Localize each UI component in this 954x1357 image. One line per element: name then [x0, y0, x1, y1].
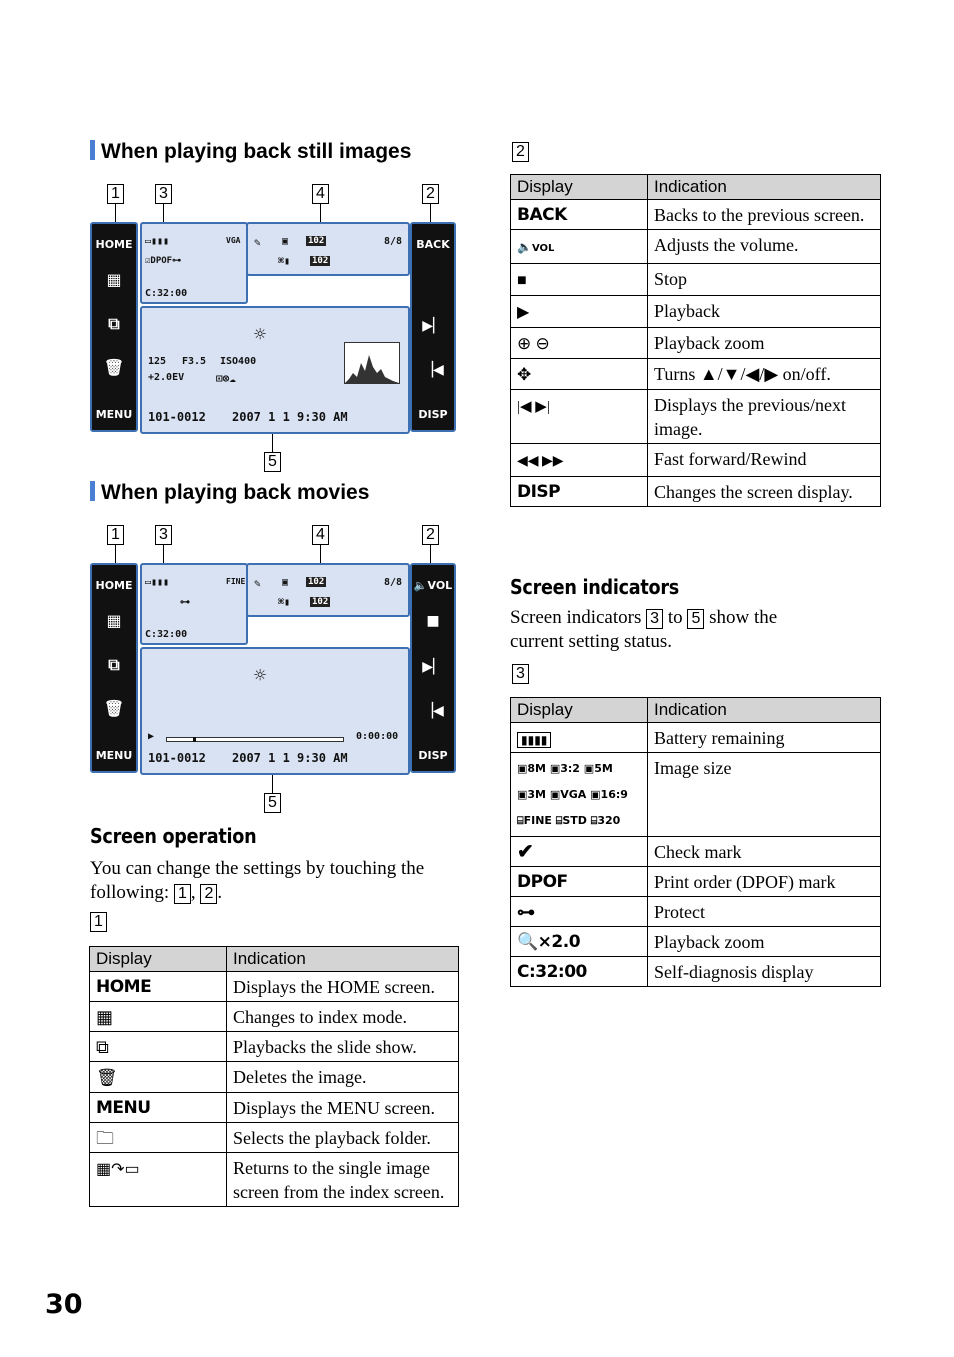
table-row [90, 972, 459, 1002]
battery-icon: ▭▮▮▮ [145, 236, 170, 247]
recording-date: 2007 1 1 9:30 AM [232, 410, 348, 424]
back-label: BACK [511, 200, 648, 230]
callout-3: 3 [155, 184, 172, 204]
right-panel [410, 222, 456, 432]
image-count: 8/8 [384, 236, 403, 247]
trash-icon: 🗑 [90, 1062, 227, 1093]
screen-operation-heading: Screen operation [90, 824, 257, 848]
image-size-icon: VGA [226, 236, 241, 245]
stop-icon: ■ [511, 264, 648, 296]
indication-cell: Selects the playback folder. [227, 1123, 459, 1153]
indication-cell: Deletes the image. [227, 1062, 459, 1093]
table-row [511, 200, 881, 230]
screen-indicators-heading: Screen indicators [510, 575, 680, 599]
index-icon[interactable]: ▦ [106, 270, 122, 289]
check-icon: ✔ [511, 837, 648, 867]
callout-5: 5 [264, 452, 281, 472]
slideshow-icon[interactable]: ⧉ [108, 314, 120, 333]
movie-file-number: 101-0012 [148, 751, 206, 765]
indication-cell: Adjusts the volume. [648, 230, 881, 264]
battery-warning-icon: ☼ [254, 322, 267, 346]
indication-cell: Displays the HOME screen. [227, 972, 459, 1002]
table-row [511, 753, 881, 837]
movie-time: 0:00:00 [356, 731, 399, 742]
movie-info-panel-5 [140, 647, 410, 775]
table-row [511, 390, 881, 444]
movie-info-panel-3 [140, 563, 248, 645]
movie-slideshow-icon[interactable]: ⧉ [108, 655, 120, 674]
movie-home-button[interactable]: HOME [95, 579, 133, 592]
movie-flash-icon: ✎ [254, 577, 261, 590]
table-row [511, 328, 881, 359]
movie-folder-number: 102 [308, 577, 325, 587]
table2-col-indication: Indication [648, 175, 881, 200]
movie-record-folder-icon: ⌘▮ [278, 597, 291, 608]
callout-1: 1 [107, 184, 124, 204]
histogram [344, 342, 400, 384]
back-button[interactable]: BACK [416, 238, 450, 251]
movie-menu-button[interactable]: MENU [95, 749, 133, 762]
disp-button[interactable]: DISP [418, 408, 448, 421]
indication-cell: Playbacks the slide show. [227, 1032, 459, 1062]
indication-cell: Displays the previous/next image. [648, 390, 881, 444]
file-number: 101-0012 [148, 410, 206, 424]
table-row [511, 296, 881, 328]
table-row [511, 723, 881, 753]
movie-memory-icon: ▣ [282, 577, 289, 588]
exposure-value: +2.0EV [148, 372, 185, 383]
disp-label: DISP [511, 477, 648, 507]
movie-image-count: 8/8 [384, 577, 403, 588]
movie-protect-icon: ⊶ [180, 597, 190, 608]
zoom-search-icon: 🔍×2.0 [511, 927, 648, 957]
info-panel-3 [140, 222, 248, 304]
table-row [90, 1123, 459, 1153]
memory-icon: ▣ [282, 236, 289, 247]
image-size-icons: ▣8M ▣3:2 ▣5M ▣3M ▣VGA ▣16:9 ⌸FINE ⌸STD ⌸320 [511, 753, 648, 837]
volume-icon: 🔈VOL [511, 230, 648, 264]
movie-callout-2: 2 [422, 525, 439, 545]
page-number: 30 [45, 1289, 83, 1320]
table-row [90, 1062, 459, 1093]
movie-right-panel [410, 563, 456, 773]
record-folder-icon: ⌘▮ [278, 256, 291, 267]
table-row [90, 1093, 459, 1123]
ff-rew-icon: ◀◀ ▶▶ [511, 444, 648, 477]
indication-cell: Playback zoom [648, 927, 881, 957]
indication-cell: Displays the MENU screen. [227, 1093, 459, 1123]
metering-icons: ⊡⊗☁ [216, 372, 236, 385]
play-icon: ▶ [511, 296, 648, 328]
indication-cell: Backs to the previous screen. [648, 200, 881, 230]
protect-key-icon: ⊶ [511, 897, 648, 927]
movie-callout-5: 5 [264, 793, 281, 813]
movie-callout-3: 3 [155, 525, 172, 545]
movie-recording-date: 2007 1 1 9:30 AM [232, 751, 348, 765]
movie-callout-1: 1 [107, 525, 124, 545]
indication-cell: Turns ▲/▼/◀/▶ on/off. [648, 359, 881, 390]
self-diagnosis: C:32:00 [145, 288, 188, 299]
prev-icon[interactable]: ▕◀ [422, 362, 444, 378]
table-row [511, 927, 881, 957]
shutter-speed: 125 [148, 356, 167, 367]
still-playback-screen [90, 220, 456, 434]
indication-cell: Print order (DPOF) mark [648, 867, 881, 897]
movie-info-panel-4 [246, 563, 410, 617]
next-icon[interactable]: ▶▏ [422, 318, 444, 334]
table-row [511, 230, 881, 264]
movie-index-icon[interactable]: ▦ [106, 611, 122, 630]
indication-cell: Changes the screen display. [648, 477, 881, 507]
indication-cell: Playback zoom [648, 328, 881, 359]
indication-cell: Playback [648, 296, 881, 328]
movie-next-icon[interactable]: ▶▏ [422, 659, 444, 675]
table-screen-operation [89, 946, 459, 1207]
movie-left-panel [90, 563, 138, 773]
table-row [511, 897, 881, 927]
table1-col-display: Display [90, 947, 227, 972]
trash-icon[interactable]: 🗑 [103, 358, 125, 377]
movie-record-folder-number: 102 [312, 597, 329, 607]
callout-2: 2 [422, 184, 439, 204]
movie-playback-screen [90, 561, 456, 775]
movie-trash-icon[interactable]: 🗑 [103, 699, 125, 718]
record-folder-number: 102 [312, 256, 329, 266]
menu-button[interactable]: MENU [95, 408, 133, 421]
return-single-icon: ▦↷▭ [90, 1153, 227, 1207]
table2-label: 2 [512, 142, 529, 162]
indication-cell: Stop [648, 264, 881, 296]
movie-self-diagnosis: C:32:00 [145, 629, 188, 640]
table-row [90, 1002, 459, 1032]
movie-image-size-icon: FINE [226, 577, 246, 586]
left-panel [90, 222, 138, 432]
prev-next-icon: |◀ ▶| [511, 390, 648, 444]
table-row [511, 867, 881, 897]
indication-cell: Fast forward/Rewind [648, 444, 881, 477]
info-panel-5 [140, 306, 410, 434]
slideshow-icon: ⧉ [90, 1032, 227, 1062]
folder-number: 102 [308, 236, 325, 246]
screen-indicators-text: Screen indicators 3 to 5 show the current setting status. [510, 607, 778, 652]
flash-icon: ✎ [254, 236, 261, 249]
table-row [511, 837, 881, 867]
table1-label: 1 [90, 912, 107, 932]
callout-4: 4 [312, 184, 329, 204]
movie-disp-button[interactable]: DISP [418, 749, 448, 762]
movie-callout-4: 4 [312, 525, 329, 545]
home-button[interactable]: HOME [95, 238, 133, 251]
movies-heading: When playing back movies [90, 481, 369, 505]
still-images-heading: When playing back still images [90, 140, 411, 164]
dpof-label: DPOF [511, 867, 648, 897]
stop-icon[interactable]: ■ [426, 613, 440, 629]
movie-prev-icon[interactable]: ▕◀ [422, 703, 444, 719]
table-screen-buttons [510, 174, 881, 507]
indication-cell: Image size [648, 753, 881, 837]
table2-col-display: Display [511, 175, 648, 200]
table-screen-indicators [510, 697, 881, 987]
table3-col-display: Display [511, 698, 648, 723]
screen-operation-text: You can change the settings by touching the following: 1 , 2 . [90, 858, 425, 903]
indication-cell: Protect [648, 897, 881, 927]
table-row [90, 1153, 459, 1207]
table-row [511, 359, 881, 390]
menu-label: MENU [90, 1093, 227, 1123]
volume-button[interactable]: 🔈VOL [413, 579, 453, 592]
table-row [511, 444, 881, 477]
movie-play-indicator: ▶ [148, 731, 155, 742]
indication-cell: Returns to the single image screen from the index screen. [227, 1153, 459, 1207]
movie-battery-icon: ▭▮▮▮ [145, 577, 170, 588]
zoom-icons: ⊕ ⊖ [511, 328, 648, 359]
index-icon: ▦ [90, 1002, 227, 1032]
battery-icon: ▮▮▮▮ [511, 723, 648, 753]
table-row [511, 477, 881, 507]
info-panel-4 [246, 222, 410, 276]
arrows-icon: ✥ [511, 359, 648, 390]
movie-battery-warning-icon: ☼ [254, 663, 267, 687]
aperture: F3.5 [182, 356, 207, 367]
indication-cell: Battery remaining [648, 723, 881, 753]
dpof-mark: ☑DPOF⊶ [145, 256, 182, 266]
indication-cell: Self-diagnosis display [648, 957, 881, 987]
iso-value: ISO400 [220, 356, 257, 367]
self-diagnosis-label: C:32:00 [511, 957, 648, 987]
table-row [511, 264, 881, 296]
indication-cell: Changes to index mode. [227, 1002, 459, 1032]
table1-col-indication: Indication [227, 947, 459, 972]
folder-icon: 🗀 [90, 1123, 227, 1153]
table3-label: 3 [512, 664, 529, 684]
home-label: HOME [90, 972, 227, 1002]
movie-progress-bar [166, 737, 344, 742]
table-row [90, 1032, 459, 1062]
indication-cell: Check mark [648, 837, 881, 867]
table-row [511, 957, 881, 987]
table3-col-indication: Indication [648, 698, 881, 723]
